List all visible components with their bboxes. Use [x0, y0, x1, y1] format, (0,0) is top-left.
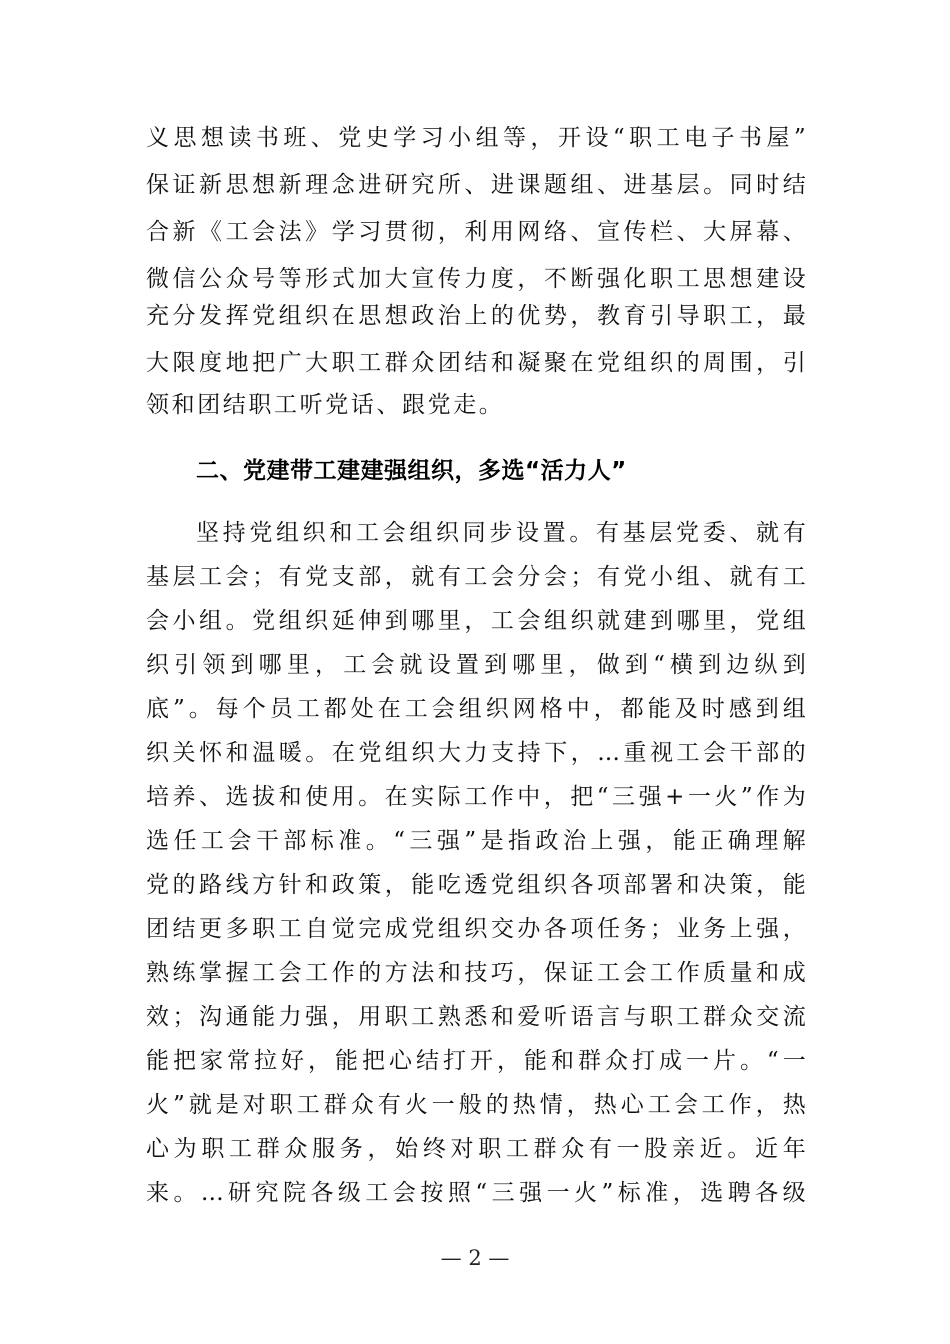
- paragraph-line: 合新《工会法》学习贯彻，利用网络、宣传栏、大屏幕、: [146, 219, 806, 245]
- section-heading: 二、党建带工建建强组织，多选“活力人”: [196, 458, 627, 484]
- paragraph-line: 底”。每个员工都处在工会组织网格中，都能及时感到组: [146, 696, 806, 722]
- paragraph-line: 选任工会干部标准。“三强”是指政治上强，能正确理解: [146, 828, 806, 854]
- paragraph-line: 基层工会；有党支部，就有工会分会；有党小组、就有工: [146, 564, 806, 590]
- paragraph-line: 微信公众号等形式加大宣传力度，不断强化职工思想建设: [146, 266, 806, 292]
- paragraph-line: 效；沟通能力强，用职工熟悉和爱听语言与职工群众交流: [146, 1004, 806, 1030]
- paragraph-line: 团结更多职工自觉完成党组织交办各项任务；业务上强，: [146, 916, 806, 942]
- paragraph-line: 熟练掌握工会工作的方法和技巧，保证工会工作质量和成: [146, 960, 806, 986]
- paragraph-line: 织关怀和温暖。在党组织大力支持下，...重视工会干部的: [146, 740, 806, 766]
- page-number: — 2 —: [440, 1246, 510, 1270]
- paragraph-line: 领和团结职工听党话、跟党走。: [146, 392, 505, 418]
- paragraph-line: 培养、选拔和使用。在实际工作中，把“三强+一火”作为: [146, 784, 806, 810]
- paragraph-line: 保证新思想新理念进研究所、进课题组、进基层。同时结: [146, 172, 806, 198]
- paragraph-line: 会小组。党组织延伸到哪里，工会组织就建到哪里，党组: [146, 608, 806, 634]
- paragraph-line: 坚持党组织和工会组织同步设置。有基层党委、就有: [196, 520, 806, 546]
- paragraph-line: 义思想读书班、党史学习小组等，开设“职工电子书屋”: [146, 125, 806, 151]
- paragraph-line: 心为职工群众服务，始终对职工群众有一股亲近。近年: [146, 1136, 806, 1162]
- paragraph-line: 火”就是对职工群众有火一般的热情，热心工会工作，热: [146, 1092, 806, 1118]
- paragraph-line: 大限度地把广大职工群众团结和凝聚在党组织的周围，引: [146, 350, 806, 376]
- paragraph-line: 来。...研究院各级工会按照“三强一火”标准，选聘各级: [146, 1180, 806, 1206]
- paragraph-line: 充分发挥党组织在思想政治上的优势，教育引导职工，最: [146, 303, 806, 329]
- paragraph-line: 织引领到哪里，工会就设置到哪里，做到“横到边纵到: [146, 652, 806, 678]
- paragraph-line: 能把家常拉好，能把心结打开，能和群众打成一片。“一: [146, 1048, 806, 1074]
- paragraph-line: 党的路线方针和政策，能吃透党组织各项部署和决策，能: [146, 872, 806, 898]
